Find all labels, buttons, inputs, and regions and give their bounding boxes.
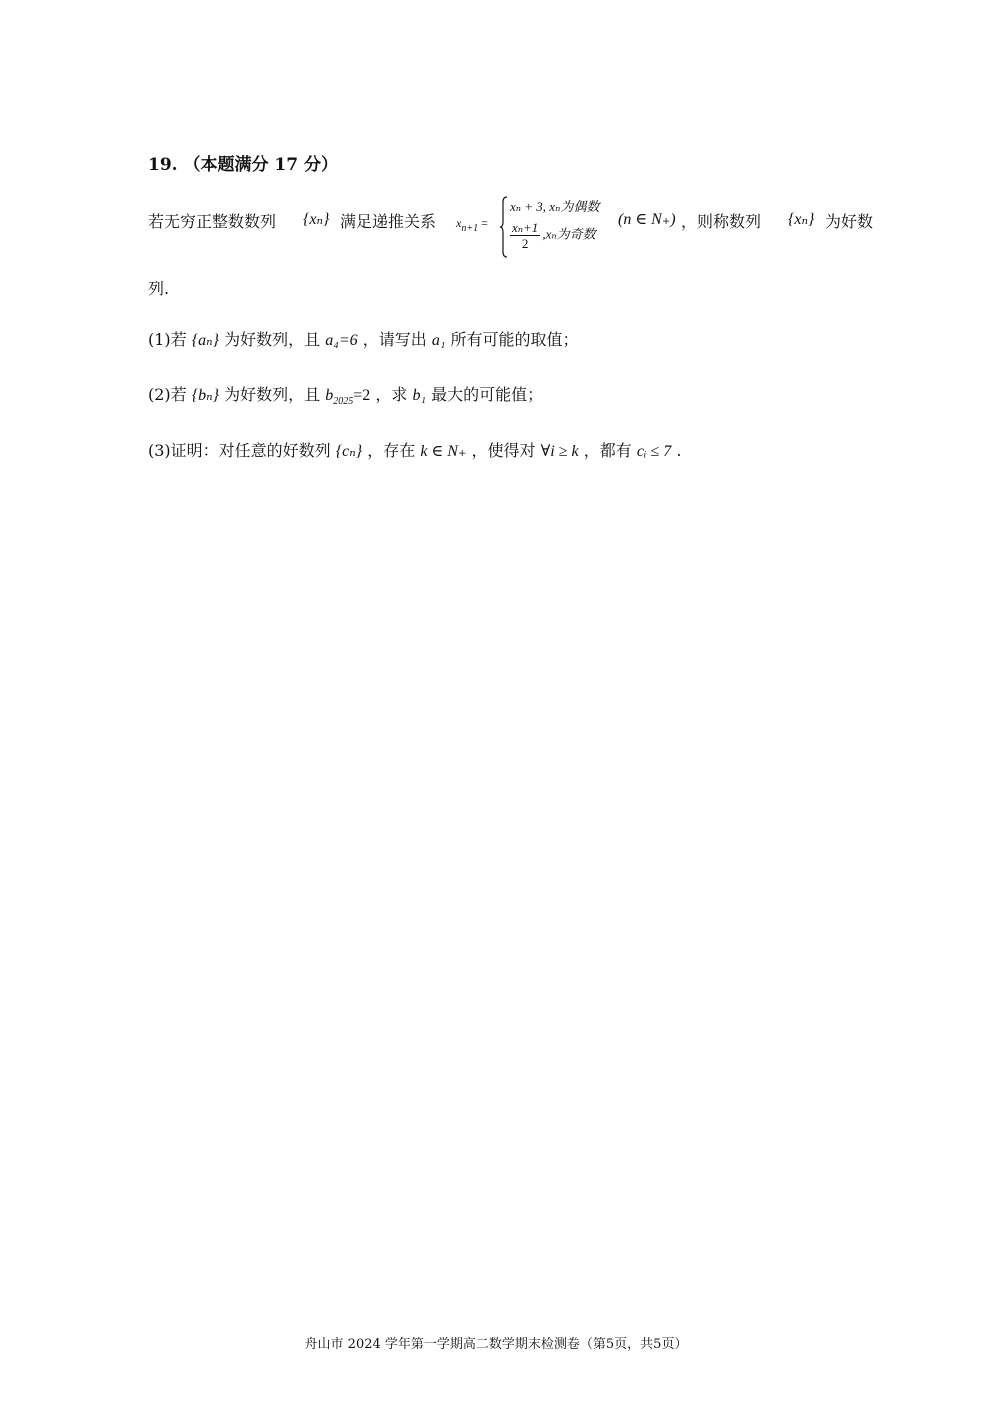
part-1-target: a₁ xyxy=(431,332,446,349)
fraction: $\frac{\text{xₙ+1}}{2}$ xyxy=(512,220,539,251)
part-2-target: b₁ xyxy=(412,387,427,404)
part-3-label: (3)证明：对任意的好数列 xyxy=(148,441,331,460)
stem-text-4: 为好数 xyxy=(825,212,874,231)
stem-sequence-x: {xₙ} xyxy=(303,211,330,228)
part-2-text-1: 为好数列，且 xyxy=(224,385,321,404)
part-2-text-2: ，求 xyxy=(375,385,408,404)
part-3-sequence: {cₙ} xyxy=(335,443,363,460)
part-1 xyxy=(148,327,578,350)
question-title: 19. （本题满分 17 分） xyxy=(148,155,338,175)
part-2-condition: $b_{2025}=2$ xyxy=(325,387,371,407)
stem-text-3: ，则称数列 xyxy=(681,212,762,231)
piecewise-brace xyxy=(500,196,508,258)
part-2-sequence: {bₙ} xyxy=(191,387,220,404)
part-1-text-3: 所有可能的取值； xyxy=(450,330,579,349)
part-2 xyxy=(148,382,543,407)
page-footer: 舟山市 2024 学年第一学期高二数学期末检测卷（第5页，共5页） xyxy=(304,1337,688,1352)
part-3-text-4: . xyxy=(676,441,682,460)
part-2-text-3: 最大的可能值； xyxy=(431,385,544,404)
piecewise-case-odd: $\frac{\text{xₙ+1}}{2}$ ,xₙ为奇数 xyxy=(512,220,596,251)
part-1-sequence: {aₙ} xyxy=(191,332,220,349)
part-3-condition-2: ∀i ≥ k xyxy=(540,443,579,460)
part-3-text-1: ，存在 xyxy=(367,441,416,460)
part-3 xyxy=(148,438,681,461)
piecewise-case-even: xₙ + 3, xₙ为偶数 xyxy=(510,199,600,214)
part-1-text-1: 为好数列，且 xyxy=(224,330,321,349)
part-1-text-2: ，请写出 xyxy=(362,330,427,349)
stem-text-5: 列. xyxy=(148,279,170,298)
stem-text-2: 满足递推关系 xyxy=(340,212,437,231)
part-1-label: (1)若 xyxy=(148,330,187,349)
part-3-text-2: ，使得对 xyxy=(471,441,536,460)
recurrence-domain: (n ∈ N₊) xyxy=(618,211,676,228)
stem-text-1: 若无穷正整数数列 xyxy=(148,212,277,231)
stem-sequence-x-2: {xₙ} xyxy=(788,211,815,228)
part-3-text-3: ，都有 xyxy=(583,441,632,460)
part-3-condition-3: cᵢ ≤ 7 xyxy=(636,443,672,460)
part-3-condition-1: k ∈ N₊ xyxy=(420,443,467,460)
part-2-label: (2)若 xyxy=(148,385,187,404)
part-1-condition: a₄=6 xyxy=(325,332,358,349)
recurrence-lhs: $x_{n+1}$ = xyxy=(456,216,488,234)
